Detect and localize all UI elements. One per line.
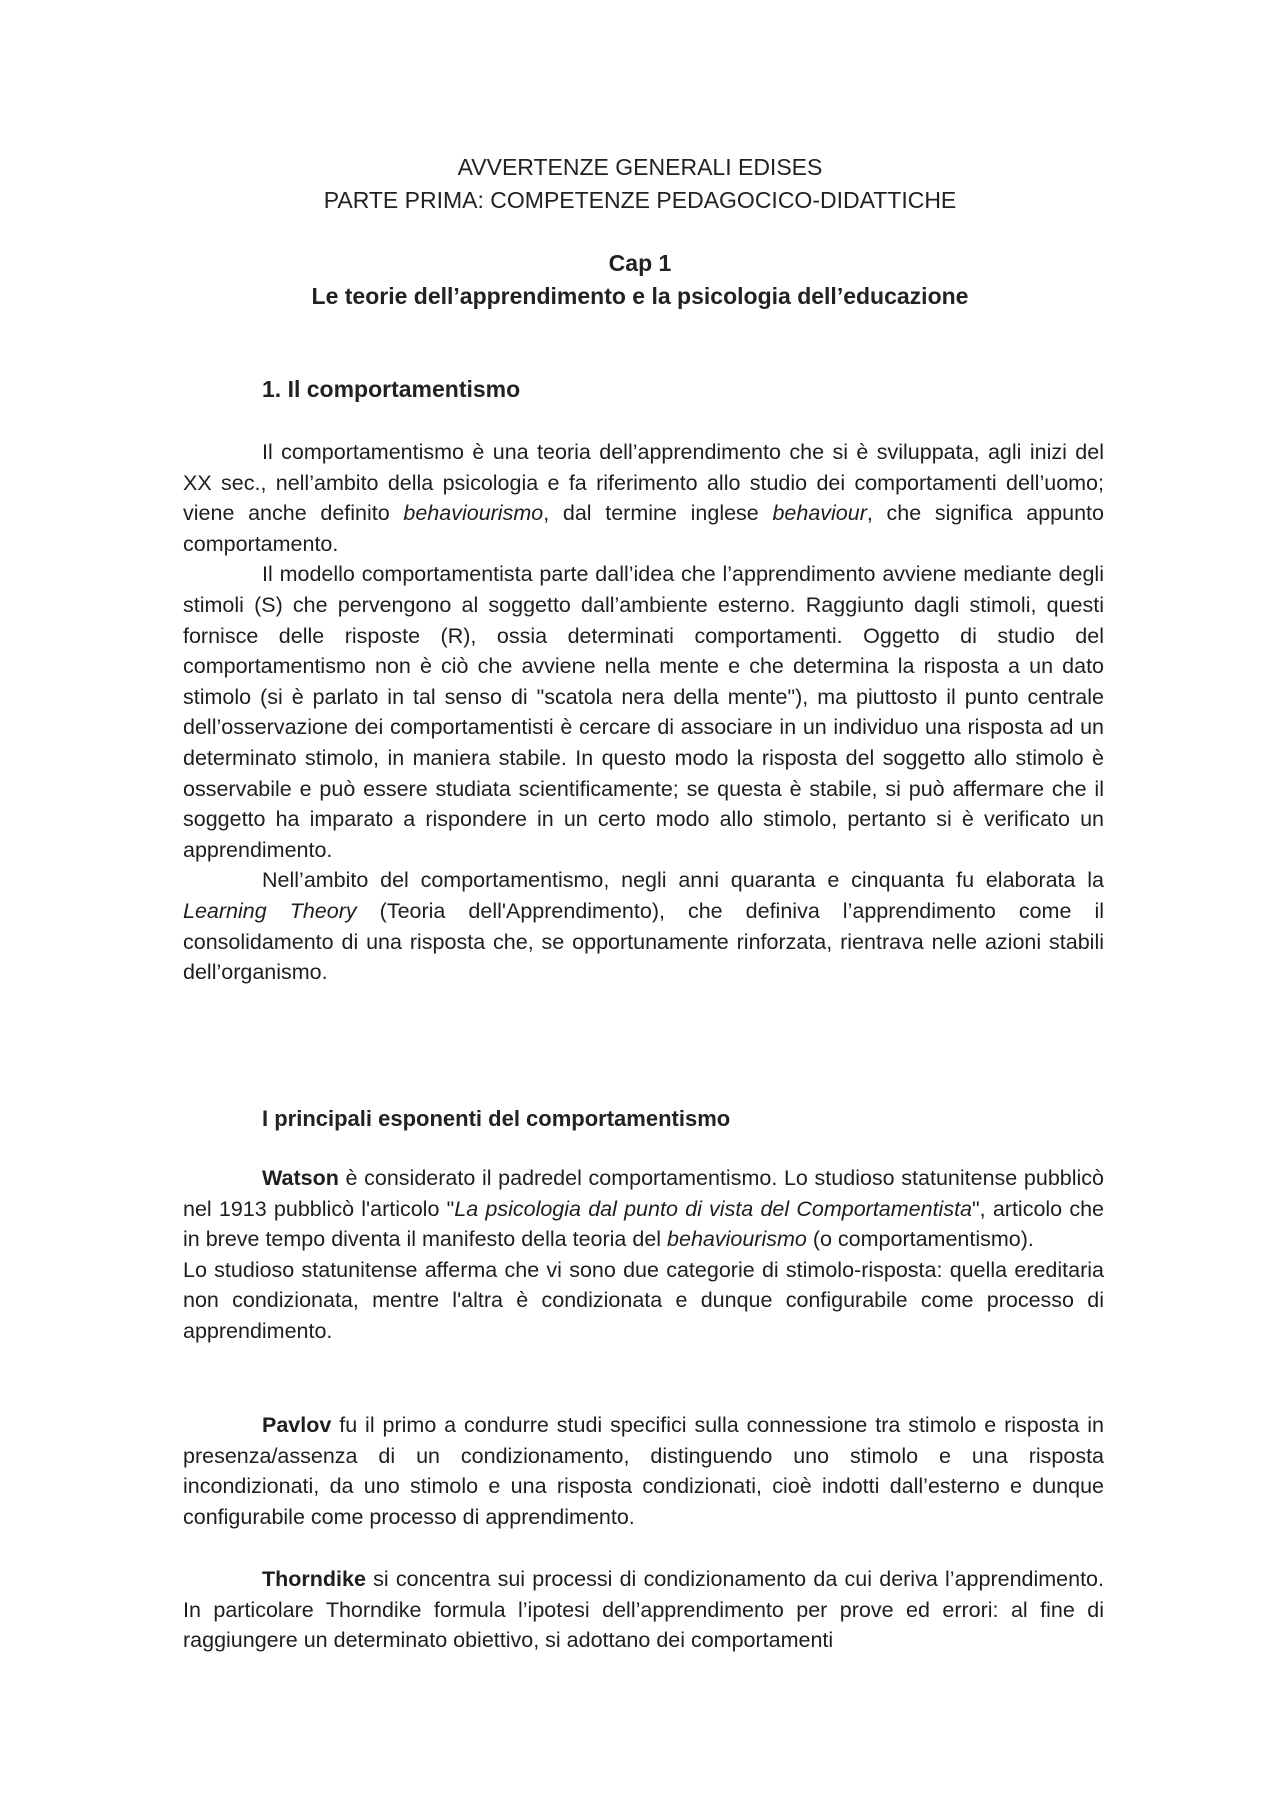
paragraph-thorndike: Thorndike si concentra sui processi di condizionamento da cui deriva l’apprendimento. In particolare Thorndike formula l’ipotesi dell’apprendimento per prove ed errori: al fine di raggiungere un determinato obiettivo, si adottano dei comportamenti [183, 1567, 1104, 1653]
paragraph-learning-theory: Nell’ambito del comportamentismo, negli anni quaranta e cinquanta fu elaborata la Learning Theory (Teoria dell'Apprendimento), che definiva l’apprendimento come il consolidamento di una risposta che, se opportunamente rinforzata, rientrava nelle azioni stabili dell’organismo. [183, 868, 1104, 985]
watson-block [183, 1163, 1104, 1347]
pavlov-block [183, 1410, 1104, 1532]
doc-title-line1: AVVERTENZE GENERALI EDISES [457, 154, 823, 180]
doc-title-line2: PARTE PRIMA: COMPETENZE PEDAGOCICO-DIDATTICHE [323, 187, 957, 213]
thorndike-block [183, 1564, 1104, 1656]
paragraph-watson: Watson è considerato il padredel comportamentismo. Lo studioso statunitense pubblicò nel 1913 pubblicò l'articolo "La psicologia dal punto di vista del Comportamentista", articolo che in breve tempo diventa il manifesto della teoria del behaviourismo (o comportamentismo). [183, 1166, 1105, 1252]
paragraph-pavlov: Pavlov fu il primo a condurre studi specifici sulla connessione tra stimolo e risposta in presenza/assenza di un condizionamento, distinguendo uno stimolo e una risposta incondizionati, da uno stimolo e una risposta condizionati, cioè indotti dall’esterno e dunque configurabile come processo di apprendimento. [183, 1413, 1104, 1529]
section-heading-esponenti: I principali esponenti del comportamentismo [262, 1106, 731, 1131]
chapter-title: Le teorie dell’apprendimento e la psicologia dell’educazione [311, 283, 969, 309]
chapter-number: Cap 1 [608, 250, 672, 276]
section-heading-comportamentismo: 1. Il comportamentismo [262, 376, 521, 402]
paragraph-watson-categorie: Lo studioso statunitense afferma che vi sono due categorie di stimolo-risposta: quella ereditaria non condizionata, mentre l'altra è condizionata e dunque configurabile come processo di apprendimento. [183, 1257, 1104, 1343]
paragraph-modello: Il modello comportamentista parte dall’idea che l’apprendimento avviene mediante degli stimoli (S) che pervengono al soggetto dall’ambiente esterno. Raggiunto dagli stimoli, questi fornisce delle risposte (R), ossia determinati comportamenti. Oggetto di studio del comportamentismo non è ciò che avviene nella mente e che determina la risposta a un dato stimolo (si è parlato in tal senso di "scatola nera della mente"), ma piuttosto il punto centrale dell’osservazione dei comportamentisti è cercare di associare in un individuo una risposta ad un determinato stimolo, in maniera stabile. In questo modo la risposta del soggetto allo stimolo è osservabile e può essere studiata scientificamente; se questa è stabile, si può affermare che il soggetto ha imparato a rispondere in un certo modo allo stimolo, pertanto si è verificato un apprendimento. [183, 562, 1104, 862]
paragraph-intro: Il comportamentismo è una teoria dell’apprendimento che si è sviluppata, agli inizi del XX sec., nell’ambito della psicologia e fa riferimento allo studio dei comportamenti dell’uomo; viene anche definito behaviourismo, dal termine inglese behaviour, che significa appunto comportamento. [183, 440, 1104, 556]
section1-body [183, 437, 1104, 988]
